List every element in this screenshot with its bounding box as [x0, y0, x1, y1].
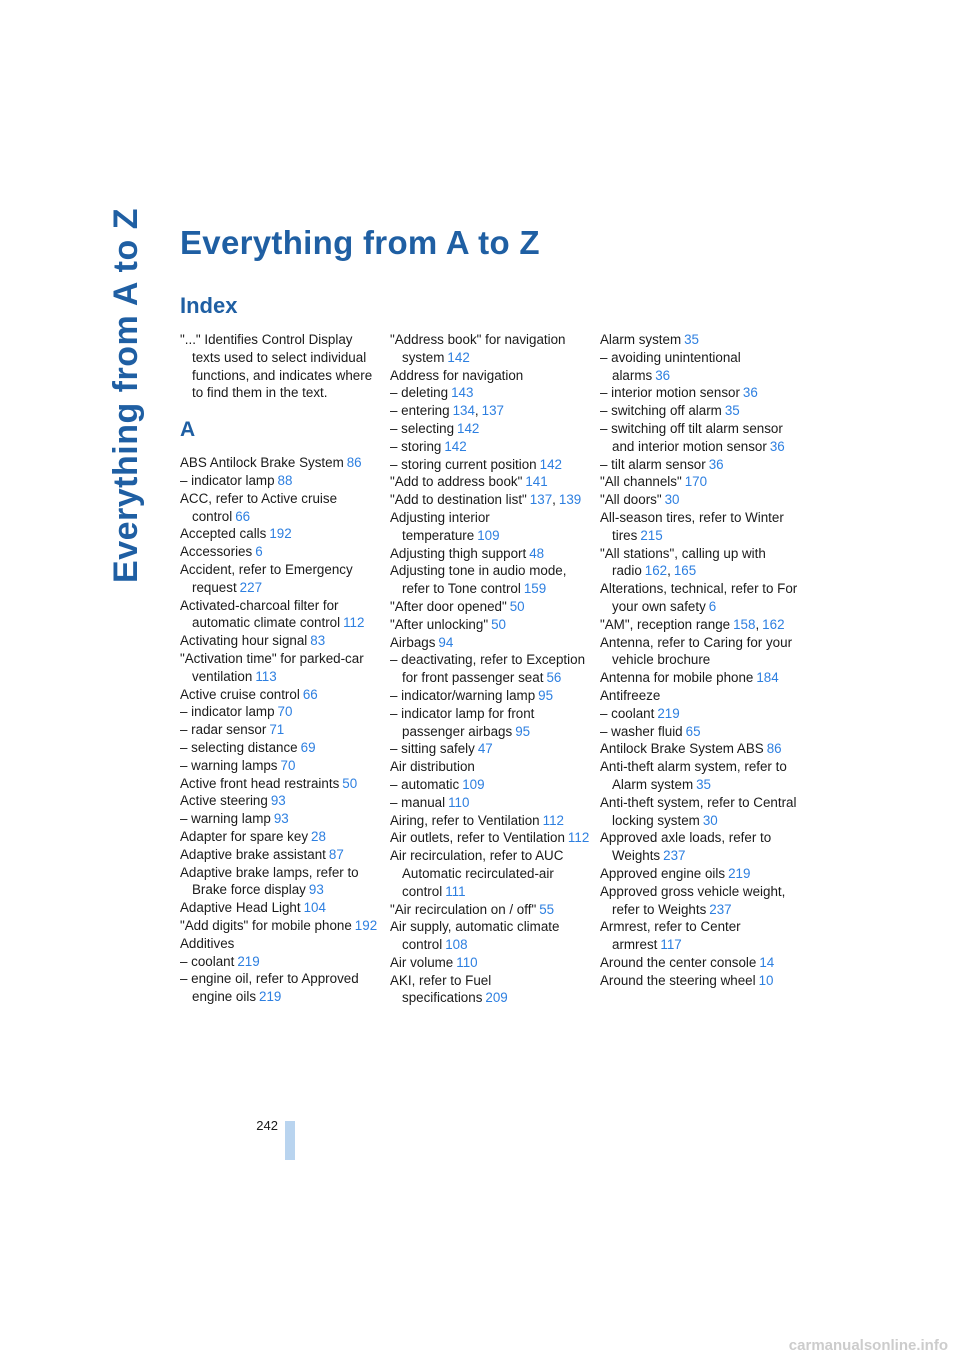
page-ref-link[interactable]: 237 [663, 848, 686, 864]
index-entry-text: Additives [180, 935, 235, 951]
index-entry-text: – indicator lamp for front passenger airbags [390, 705, 535, 739]
index-entry-text: Adaptive brake assistant [180, 846, 326, 862]
page-ref-link[interactable]: 134 [452, 403, 475, 419]
index-entry-text: All-season tires, refer to Winter tires [600, 509, 784, 543]
index-entry [180, 953, 380, 971]
index-entry [180, 792, 380, 810]
page-ref-link[interactable]: 6 [708, 598, 717, 614]
index-entry-text: "Activation time" for parked-car ventilation [180, 650, 364, 684]
index-entry-text: Antenna, refer to Caring for your vehicle brochure [600, 634, 793, 668]
page-ref-link[interactable]: 10 [758, 972, 774, 988]
index-entry-text: – avoiding unintentional alarms [600, 349, 741, 383]
page-ref-link[interactable]: 35 [696, 776, 712, 792]
index-entry [180, 543, 380, 561]
index-entry [180, 864, 380, 900]
index-entry [180, 899, 380, 917]
page-ref-link[interactable]: 110 [448, 794, 470, 810]
index-entry [180, 490, 380, 526]
index-entry-text: "Address book" for navigation system [390, 332, 566, 365]
index-entry [390, 705, 590, 741]
page-ref-link[interactable]: 141 [525, 474, 548, 490]
index-entry-text: – selecting distance [180, 739, 298, 755]
page-ref-link[interactable]: 93 [308, 882, 324, 898]
page-ref-link[interactable]: 159 [523, 581, 547, 597]
page-ref-link[interactable]: 55 [539, 901, 555, 917]
page-ref-link[interactable]: 70 [277, 704, 293, 720]
index-entry-text: – coolant [180, 953, 235, 969]
index-entry-text: Adjusting tone in audio mode, refer to Tone control [390, 563, 567, 597]
page-ref-link[interactable]: 142 [447, 349, 470, 365]
page-ref-link[interactable]: 66 [235, 508, 251, 524]
index-entry [390, 616, 590, 634]
index-entry-text: – radar sensor [180, 722, 267, 738]
index-entry [180, 525, 380, 543]
index-entry-text: Active steering [180, 793, 268, 809]
index-entry-text: Adapter for spare key [180, 828, 309, 844]
page-ref-link[interactable]: 14 [759, 954, 775, 970]
index-entry [390, 598, 590, 616]
index-entry [180, 561, 380, 597]
page-ref-link[interactable]: 142 [444, 438, 467, 454]
index-entry [600, 580, 800, 616]
index-letter-heading: A [180, 418, 196, 442]
index-entry [600, 865, 800, 883]
index-entry [390, 562, 590, 598]
page-ref-link[interactable]: 36 [655, 367, 671, 383]
index-entry-text: – engine oil, refer to Approved engine oils [180, 971, 359, 1005]
index-entry [600, 918, 800, 954]
index-entry [180, 810, 380, 828]
index-entry-text: Accessories [180, 544, 253, 560]
index-entry-text: – switching off alarm [600, 403, 722, 419]
page-ref-link[interactable]: 36 [769, 438, 785, 454]
index-entry-text: Airing, refer to Ventilation [390, 812, 540, 828]
index-entry [600, 829, 800, 865]
index-entry-text: Approved gross vehicle weight, refer to Weights [600, 883, 786, 917]
index-entry-text: – indicator lamp [180, 472, 275, 488]
page-ref-link[interactable]: 93 [273, 811, 289, 827]
index-entry [180, 846, 380, 864]
page-ref-link[interactable]: 112 [567, 830, 590, 846]
page-ref-link[interactable]: 162 [762, 616, 785, 632]
index-entry [180, 970, 380, 1006]
index-entry [390, 438, 590, 456]
index-entry [390, 651, 590, 687]
index-entry [180, 472, 380, 490]
index-entry [600, 634, 800, 670]
index-entry [390, 634, 590, 652]
page-ref-link[interactable]: 165 [673, 563, 697, 579]
index-column-2 [390, 331, 590, 1007]
page-ref-link[interactable]: 66 [302, 686, 318, 702]
index-entry-text: Active cruise control [180, 686, 300, 702]
index-entry [390, 545, 590, 563]
page-ref-link[interactable]: 184 [756, 670, 779, 686]
index-entry-text: – selecting [390, 420, 455, 436]
index-entry-text: Accident, refer to Emergency request [180, 561, 353, 595]
index-entry [600, 883, 800, 919]
page-ref-link[interactable]: 30 [702, 812, 718, 828]
index-entry [180, 757, 380, 775]
page-title: Everything from A to Z [180, 224, 540, 261]
page-ref-link[interactable]: 88 [277, 472, 293, 488]
index-entry [600, 794, 800, 830]
index-entry [600, 705, 800, 723]
index-entry-text: "All channels" [600, 474, 682, 490]
index-entry-text: – indicator/warning lamp [390, 687, 536, 703]
index-entry-text: "Add to destination list" [390, 492, 527, 508]
page-ref-link[interactable]: 219 [237, 953, 260, 969]
index-entry [600, 456, 800, 474]
page-ref-link[interactable]: 237 [709, 901, 732, 917]
index-entry [180, 721, 380, 739]
index-entry [390, 420, 590, 438]
index-entry [390, 687, 590, 705]
watermark: carmanualsonline.info [788, 1337, 948, 1354]
page-number: 242 [256, 1118, 278, 1133]
index-entry [600, 545, 800, 581]
index-entry [600, 349, 800, 385]
page-ref-link[interactable]: 158 [733, 616, 756, 632]
index-entry-text: Air volume [390, 954, 454, 970]
index-entry-text: "..." Identifies Control Display texts used to select individual functions, and indicates where to find them in the text. [180, 332, 373, 401]
page-ref-link[interactable]: 86 [346, 455, 362, 471]
index-entry [180, 775, 380, 793]
index-entry [600, 687, 800, 705]
index-entry [390, 794, 590, 812]
index-entry-text: Air distribution [390, 759, 475, 775]
index-column-1 [180, 331, 380, 1006]
index-entry [390, 509, 590, 545]
index-entry [390, 972, 590, 1008]
index-entry-text: – deleting [390, 385, 449, 401]
index-entry-text: Antilock Brake System ABS [600, 741, 764, 757]
index-entry [390, 901, 590, 919]
index-entry [180, 331, 380, 402]
page-ref-link[interactable]: 170 [684, 474, 708, 490]
side-title-text: Everything from A to Z [106, 207, 145, 583]
page-ref-link[interactable]: 30 [664, 492, 680, 508]
page-ref-link[interactable]: 87 [328, 846, 344, 862]
index-entry [390, 847, 590, 900]
index-entry-text: "AM", reception range [600, 616, 731, 632]
page-ref-link[interactable]: 36 [742, 385, 758, 401]
index-entry-text: Active front head restraints [180, 775, 340, 791]
page-ref-separator: , [474, 403, 479, 419]
index-entry [180, 917, 380, 935]
index-entry [180, 935, 380, 953]
index-entry [600, 740, 800, 758]
index-entry [390, 367, 590, 385]
index-entry [390, 918, 590, 954]
index-entry-text: – switching off tilt alarm sensor and interior motion sensor [600, 420, 783, 454]
index-entry [390, 456, 590, 474]
index-entry-text: "All stations", calling up with radio [600, 545, 766, 579]
index-entry-text: – warning lamps [180, 757, 278, 773]
index-entry-text: – washer fluid [600, 723, 683, 739]
page-ref-link[interactable]: 93 [270, 793, 286, 809]
index-entry-text: Adaptive brake lamps, refer to Brake force display [180, 864, 359, 898]
page-ref-link[interactable]: 6 [255, 544, 263, 560]
page-ref-link[interactable]: 56 [546, 670, 562, 686]
index-entry [180, 454, 380, 472]
page-ref-link[interactable]: 104 [303, 900, 326, 916]
side-title [100, 207, 152, 583]
page-ref-link[interactable]: 209 [485, 990, 508, 1006]
page-ref-link[interactable]: 219 [657, 705, 680, 721]
page-ref-link[interactable]: 48 [529, 545, 545, 561]
index-entry-text: – storing current position [390, 456, 537, 472]
page-ref-link[interactable]: 143 [451, 385, 474, 401]
index-entry-text: Anti-theft system, refer to Central locking system [600, 794, 797, 828]
page-ref-link[interactable]: 50 [491, 616, 506, 632]
index-entry [180, 597, 380, 633]
index-entry-text: – deactivating, refer to Exception for front passenger seat [390, 652, 586, 686]
index-entry-text: – tilt alarm sensor [600, 456, 706, 472]
page-ref-link[interactable]: 162 [644, 563, 668, 579]
index-entry-text: Adjusting interior temperature [390, 509, 490, 543]
page-ref-link[interactable]: 109 [477, 527, 500, 543]
index-entry-text: Activated-charcoal filter for automatic climate control [180, 597, 341, 631]
index-entry-text: Alarm system [600, 332, 682, 347]
page-ref-link[interactable]: 219 [728, 865, 751, 881]
index-entry [600, 758, 800, 794]
index-entry [180, 703, 380, 721]
index-entry [390, 331, 590, 367]
page-ref-link[interactable]: 110 [456, 954, 478, 970]
page-ref-separator: , [667, 563, 671, 579]
index-entry-text: – manual [390, 794, 446, 810]
index-entry-text: Activating hour signal [180, 633, 308, 649]
index-entry [180, 828, 380, 846]
page-ref-link[interactable]: 95 [515, 723, 531, 739]
page-ref-link[interactable]: 94 [438, 634, 454, 650]
page-ref-link[interactable]: 227 [239, 579, 263, 595]
index-entry [600, 954, 800, 972]
index-column-3 [600, 331, 800, 989]
index-entry-text: AKI, refer to Fuel specifications [390, 972, 492, 1006]
index-entry-text: Antenna for mobile phone [600, 670, 754, 686]
index-entry [600, 420, 800, 456]
page-ref-link[interactable]: 35 [724, 403, 740, 419]
page-ref-link[interactable]: 142 [457, 420, 480, 436]
page-ref-link[interactable]: 28 [311, 828, 326, 844]
index-entry [390, 829, 590, 847]
page-ref-link[interactable]: 192 [269, 526, 292, 542]
page-ref-link[interactable]: 117 [660, 937, 682, 953]
index-entry-text: Around the steering wheel [600, 972, 756, 988]
index-entry-text: Approved engine oils [600, 865, 726, 881]
index-entry-text: – coolant [600, 705, 655, 721]
index-entry-text: Approved axle loads, refer to Weights [600, 830, 772, 864]
page-ref-link[interactable]: 113 [255, 668, 277, 684]
index-entry-text: Alterations, technical, refer to For your own safety [600, 581, 798, 614]
page-ref-link[interactable]: 36 [708, 456, 724, 472]
page-ref-link[interactable]: 112 [542, 812, 564, 828]
page-ref-link[interactable]: 70 [280, 757, 296, 773]
index-entry [390, 776, 590, 794]
page-ref-link[interactable]: 50 [509, 598, 525, 614]
index-entry [600, 616, 800, 634]
index-entry-text: – sitting safely [390, 741, 475, 757]
index-entry [600, 402, 800, 420]
index-entry-text: "After unlocking" [390, 616, 489, 632]
index-entry [390, 473, 590, 491]
index-entry [180, 632, 380, 650]
index-entry-text: – entering [390, 403, 450, 419]
index-entry-text: Accepted calls [180, 526, 267, 542]
index-entry [180, 650, 380, 686]
index-entry-text: "After door opened" [390, 598, 507, 614]
page-ref-separator: , [552, 492, 556, 508]
page-ref-link[interactable]: 219 [259, 989, 282, 1005]
index-entry [390, 402, 590, 420]
page-ref-link[interactable]: 69 [300, 739, 316, 755]
index-entry-text: Adjusting thigh support [390, 545, 527, 561]
page-ref-link[interactable]: 137 [529, 492, 553, 508]
index-entry-text: Air supply, automatic climate control [390, 919, 560, 953]
index-entry-text: "Add to address book" [390, 474, 523, 490]
page-ref-link[interactable]: 111 [445, 883, 466, 899]
index-entry [390, 812, 590, 830]
index-entry [390, 954, 590, 972]
index-entry-text: "Add digits" for mobile phone [180, 917, 352, 933]
page-ref-link[interactable]: 35 [684, 332, 700, 347]
page-marker-bar [285, 1121, 295, 1160]
page-ref-link[interactable]: 109 [462, 776, 485, 792]
index-entry-text: "Air recirculation on / off" [390, 901, 537, 917]
index-entry-text: "All doors" [600, 492, 662, 508]
index-entry-text: – interior motion sensor [600, 385, 740, 401]
index-entry-text: – automatic [390, 776, 460, 792]
index-entry [600, 331, 800, 349]
index-entry-text: ACC, refer to Active cruise control [180, 490, 338, 524]
index-entry [390, 491, 590, 509]
index-entry-text: – indicator lamp [180, 704, 275, 720]
page-ref-link[interactable]: 83 [310, 633, 326, 649]
index-entry-text: – storing [390, 438, 442, 454]
index-entry [180, 686, 380, 704]
page-ref-link[interactable]: 192 [354, 917, 378, 933]
page-ref-link[interactable]: 137 [481, 403, 504, 419]
page-ref-link[interactable]: 215 [640, 527, 663, 543]
page-ref-separator: , [755, 616, 760, 632]
page-ref-link[interactable]: 86 [766, 741, 782, 757]
index-entry [600, 723, 800, 741]
page-ref-link[interactable]: 95 [538, 687, 554, 703]
index-entry-text: – warning lamp [180, 811, 271, 827]
index-entry [390, 740, 590, 758]
page-ref-link[interactable]: 47 [477, 741, 493, 757]
page-ref-link[interactable]: 112 [343, 615, 365, 631]
page-ref-link[interactable]: 108 [445, 937, 468, 953]
index-entry [600, 384, 800, 402]
index-entry [180, 739, 380, 757]
index-entry [600, 473, 800, 491]
index-entry-text: Anti-theft alarm system, refer to Alarm system [600, 759, 787, 792]
page-ref-link[interactable]: 65 [685, 723, 701, 739]
index-entry [390, 758, 590, 776]
index-entry-text: Address for navigation [390, 367, 524, 383]
index-entry [600, 972, 800, 990]
index-entry [600, 509, 800, 545]
index-entry-text: Around the center console [600, 954, 757, 970]
index-entry-text: Air recirculation, refer to AUC Automatic recirculated-air control [390, 848, 564, 899]
index-entry [390, 384, 590, 402]
index-entry [600, 669, 800, 687]
page-ref-link[interactable]: 139 [558, 492, 582, 508]
page-ref-link[interactable]: 71 [269, 722, 285, 738]
index-entry-text: Air outlets, refer to Ventilation [390, 830, 565, 846]
section-title: Index [180, 293, 238, 318]
index-entry-text: Antifreeze [600, 687, 661, 703]
index-entry-text: ABS Antilock Brake System [180, 455, 344, 471]
index-entry-text: Adaptive Head Light [180, 900, 301, 916]
page-ref-link[interactable]: 50 [342, 775, 358, 791]
index-entry [600, 491, 800, 509]
page-ref-link[interactable]: 142 [539, 456, 562, 472]
index-entry-text: Airbags [390, 634, 436, 650]
index-entry-text: Armrest, refer to Center armrest [600, 919, 741, 953]
